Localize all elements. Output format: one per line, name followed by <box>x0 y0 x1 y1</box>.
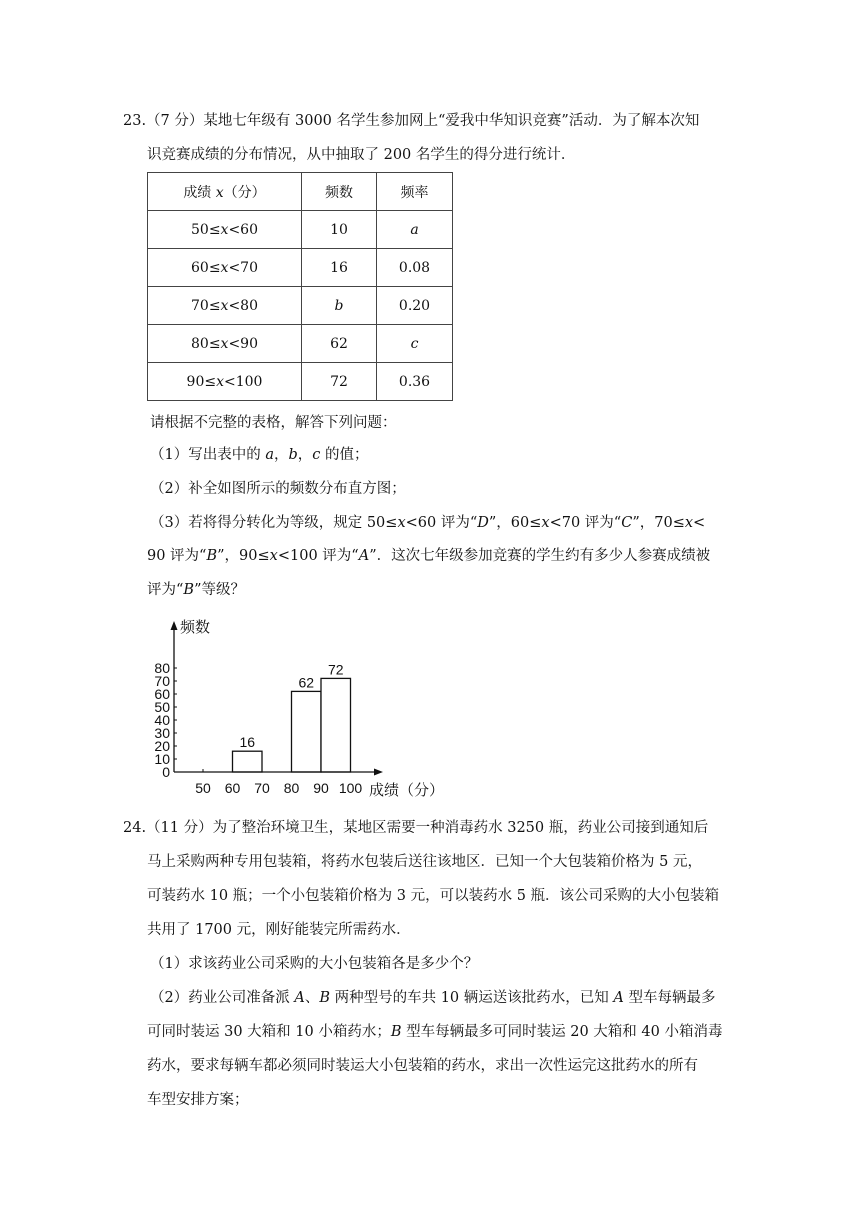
frequency-histogram <box>150 612 450 802</box>
bar-value-label: 62 <box>298 674 315 691</box>
y-tick-label: 0 <box>162 764 170 780</box>
q23-part-2: （2）补全如图所示的频数分布直方图； <box>150 481 406 497</box>
histogram-bar <box>233 751 263 772</box>
bar-value-label: 16 <box>239 734 256 751</box>
y-tick-label: 30 <box>154 725 170 741</box>
cell-frequency: 0.08 <box>377 249 453 287</box>
cell-count: 10 <box>302 211 377 249</box>
x-tick-label: 60 <box>224 780 241 796</box>
x-axis-arrow-icon <box>374 769 383 776</box>
q24-part-2-line-2: 可同时装运 30 大箱和 10 小箱药水；B 型车每辆最多可同时装运 20 大箱和 40 小箱消毒 <box>147 1024 723 1040</box>
cell-frequency: c <box>377 325 453 363</box>
q24-line-1: 24.（11 分）为了整治环境卫生，某地区需要一种消毒药水 3250 瓶，药业公司接到通知后 <box>123 820 709 836</box>
cell-frequency: 0.36 <box>377 363 453 401</box>
y-tick-label: 20 <box>154 738 170 754</box>
histogram-bar <box>292 691 322 772</box>
y-axis-arrow-icon <box>171 621 178 630</box>
cell-range: 50≤x<60 <box>148 211 302 249</box>
cell-count: 72 <box>302 363 377 401</box>
y-tick-label: 10 <box>154 751 170 767</box>
header-count: 频数 <box>302 173 377 211</box>
cell-range: 70≤x<80 <box>148 287 302 325</box>
q23-part-3-line-1: （3）若将得分转化为等级，规定 50≤x<60 评为“D”，60≤x<70 评为“C”，70≤x< <box>150 515 706 531</box>
table-header-row <box>148 173 453 211</box>
frequency-table <box>147 172 453 401</box>
cell-range: 90≤x<100 <box>148 363 302 401</box>
q24-part-2-line-4: 车型安排方案； <box>147 1092 249 1108</box>
cell-count: 16 <box>302 249 377 287</box>
histogram-bar <box>321 678 351 772</box>
cell-count: b <box>302 287 377 325</box>
cell-frequency: 0.20 <box>377 287 453 325</box>
cell-range: 80≤x<90 <box>148 325 302 363</box>
q24-part-1: （1）求该药业公司采购的大小包装箱各是多少个？ <box>150 956 479 972</box>
y-axis-label: 频数 <box>180 619 211 636</box>
q23-part-1: （1）写出表中的 a，b，c 的值； <box>150 447 369 463</box>
y-tick-label: 50 <box>154 699 170 715</box>
header-frequency: 频率 <box>377 173 453 211</box>
table-row <box>148 325 453 363</box>
table-row <box>148 211 453 249</box>
q23-part-3-line-2: 90 评为“B”，90≤x<100 评为“A”．这次七年级参加竞赛的学生约有多少人参赛成绩被 <box>147 548 711 564</box>
q24-line-2: 马上采购两种专用包装箱，将药水包装后送往该地区．已知一个大包装箱价格为 5 元， <box>147 854 702 870</box>
cell-count: 62 <box>302 325 377 363</box>
cell-range: 60≤x<70 <box>148 249 302 287</box>
x-tick-label: 50 <box>195 780 211 796</box>
cell-frequency: a <box>377 211 453 249</box>
q24-line-3: 可装药水 10 瓶；一个小包装箱价格为 3 元，可以装药水 5 瓶．该公司采购的大小包装箱 <box>147 888 720 904</box>
header-score: 成绩 x（分） <box>148 173 302 211</box>
q24-part-2-line-1: （2）药业公司准备派 A、B 两种型号的车共 10 辆运送该批药水，已知 A 型车每辆最多 <box>150 990 716 1006</box>
x-tick-label: 70 <box>254 780 270 796</box>
y-tick-label: 70 <box>154 673 170 689</box>
x-tick-label: 80 <box>283 780 300 796</box>
y-tick-label: 60 <box>154 686 170 702</box>
q23-intro: 请根据不完整的表格，解答下列问题： <box>150 415 397 431</box>
x-tick-label: 100 <box>338 780 363 796</box>
x-tick-labels <box>195 769 362 796</box>
table-row <box>148 287 453 325</box>
table-row <box>148 363 453 401</box>
q23-line-1: 23.（7 分）某地七年级有 3000 名学生参加网上“爱我中华知识竞赛”活动．为了解本次知 <box>123 113 700 129</box>
x-tick-label: 90 <box>313 780 329 796</box>
y-tick-label: 80 <box>154 660 170 676</box>
q24-part-2-line-3: 药水，要求每辆车都必须同时装运大小包装箱的药水，求出一次性运完这批药水的所有 <box>147 1058 698 1074</box>
x-axis-label: 成绩（分） <box>369 782 445 799</box>
q23-line-2: 识竞赛成绩的分布情况，从中抽取了 200 名学生的得分进行统计． <box>147 147 576 163</box>
y-tick-label: 40 <box>154 712 170 728</box>
bar-value-label: 72 <box>327 661 344 678</box>
q24-line-4: 共用了 1700 元，刚好能装完所需药水． <box>147 922 411 938</box>
histogram-bars <box>233 661 351 772</box>
q23-part-3-line-3: 评为“B”等级？ <box>147 582 245 598</box>
table-row <box>148 249 453 287</box>
